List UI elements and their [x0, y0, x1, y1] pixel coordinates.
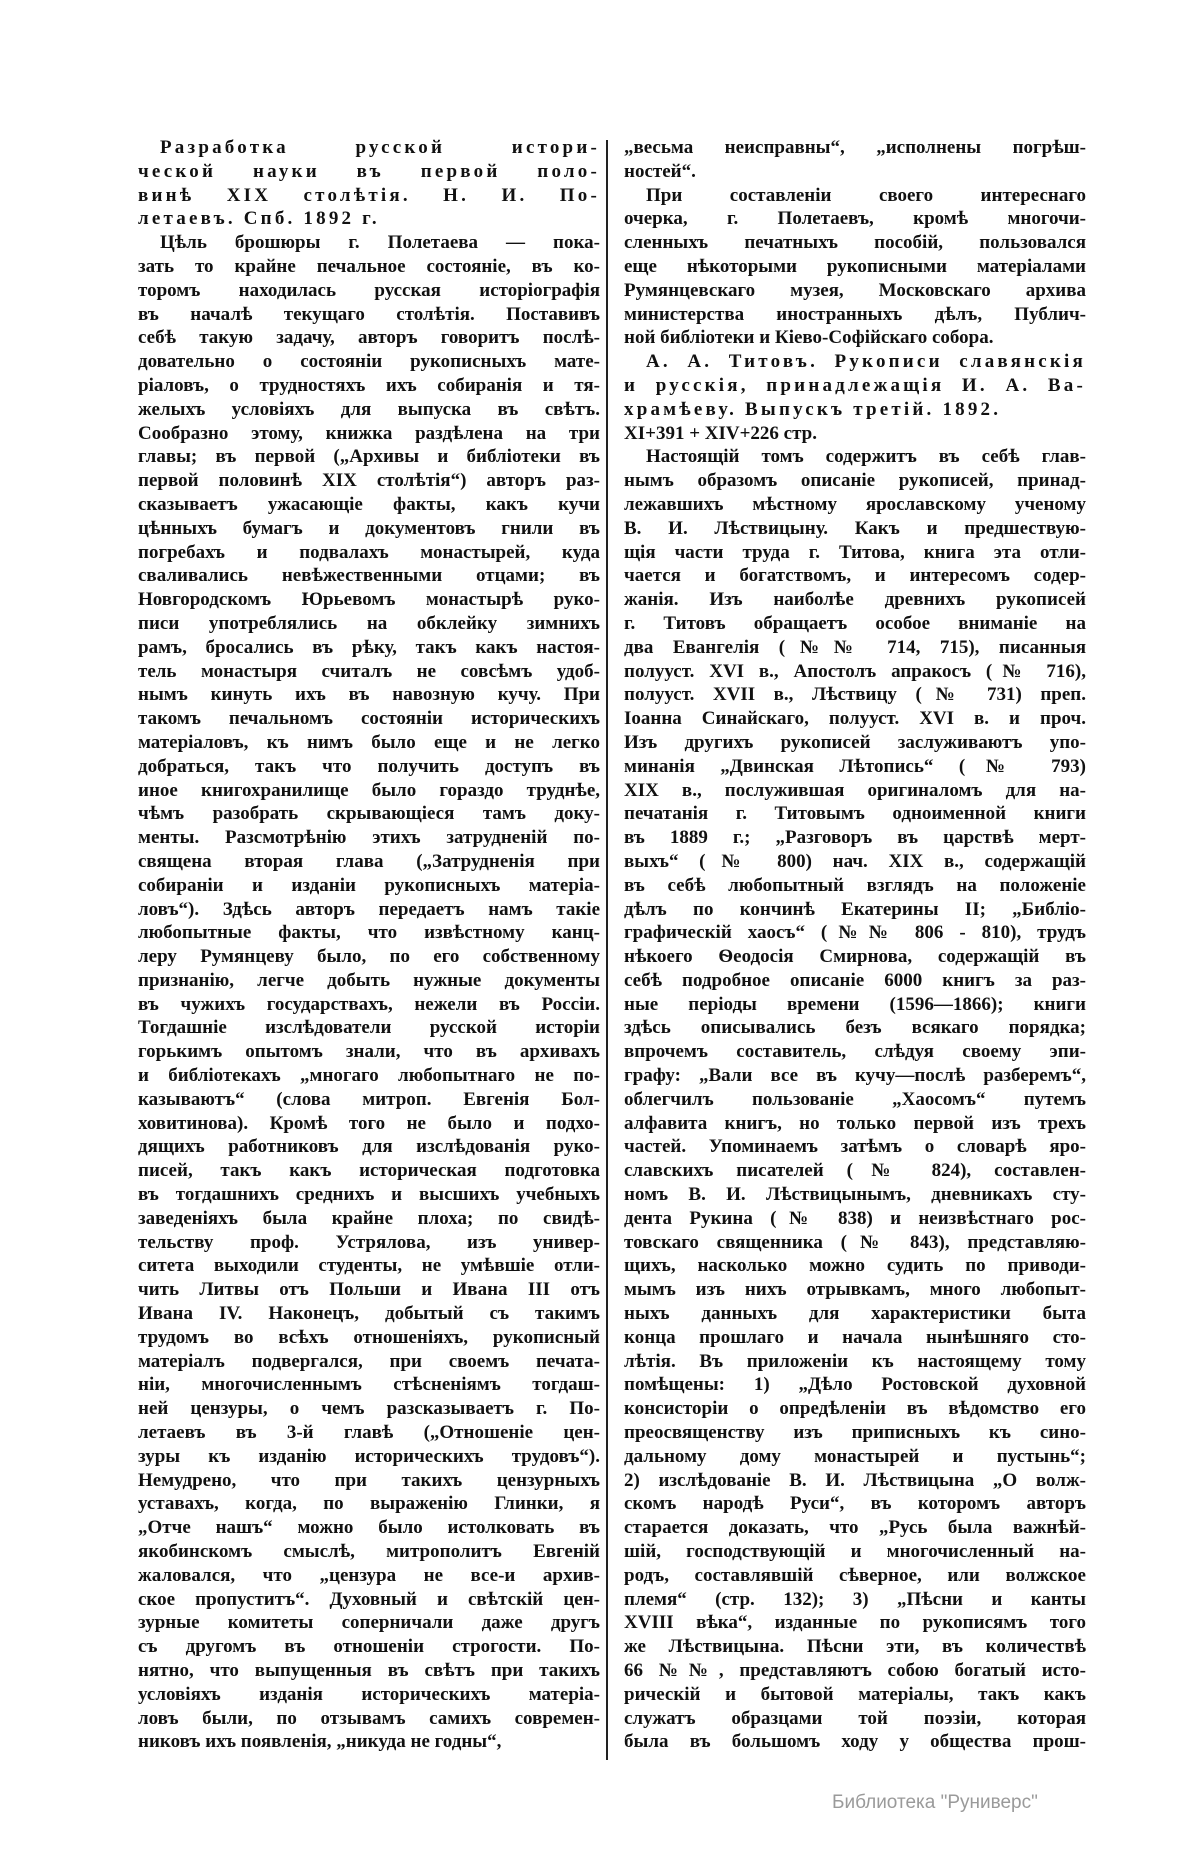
- text-line: якобинскомъ смыслѣ, митрополитъ Евгеній: [138, 1541, 600, 1563]
- text-line: ріаловъ, о трудностяхъ ихъ собиранія и тя-: [138, 374, 600, 396]
- text-line: выхъ“ (№ 800) нач. XIX в., содержащій: [624, 850, 1086, 872]
- text-line: При составленіи своего интереснаго: [646, 184, 1086, 206]
- text-line: ніи, многочисленнымъ стѣсненіямъ тогдаш-: [138, 1374, 600, 1396]
- text-line: тель монастыря считалъ не совсѣмъ удоб-: [138, 660, 600, 682]
- text-line: нымъ кинуть ихъ въ навозную кучу. При: [138, 684, 600, 706]
- text-line: ней цензуры, о чемъ разсказываетъ г. По-: [138, 1398, 600, 1420]
- text-line: Настоящій томъ содержитъ въ себѣ глав-: [646, 446, 1086, 468]
- text-line: дящихъ работниковъ для изслѣдованія руко-: [138, 1136, 600, 1158]
- text-line: графу: „Вали все въ кучу—послѣ разберемъ“,: [624, 1065, 1086, 1087]
- text-line: нѣкоего Ѳеодосія Смирнова, содержащій въ: [624, 946, 1086, 968]
- text-line: Тогдашніе изслѣдователи русской исторіи: [138, 1017, 600, 1039]
- text-line: никовъ ихъ появленія, „никуда не годны“,: [138, 1731, 502, 1753]
- text-line: чить Литвы отъ Польши и Ивана III отъ: [138, 1279, 600, 1301]
- text-line: печатанія г. Титовымъ одноименной книги: [624, 803, 1086, 825]
- text-line: съ другомъ въ отношеніи строгости. По-: [138, 1636, 600, 1658]
- text-line: ностей“.: [624, 160, 696, 182]
- text-line: рическій и бытовой матеріалы, такъ какъ: [624, 1683, 1086, 1705]
- text-line: полууст. XVII в., Лѣствицу (№ 731) преп.: [624, 684, 1086, 706]
- text-line: XI+391 + XIV+226 стр.: [624, 422, 817, 444]
- text-line: горькимъ опытомъ знали, что въ архивахъ: [138, 1041, 600, 1063]
- text-line: преосвященству изъ приписныхъ къ сино-: [624, 1422, 1086, 1444]
- text-line: частей. Упоминаемъ затѣмъ о словарѣ яро-: [624, 1136, 1086, 1158]
- library-watermark: Библиотека "Руниверс": [832, 1792, 1038, 1813]
- text-line: шій, господствующій и многочисленный на-: [624, 1541, 1086, 1563]
- text-line: „весьма неисправны“, „исполнены погрѣш-: [624, 137, 1086, 158]
- text-line: въ чужихъ государствахъ, нежели въ Россіи.: [138, 993, 600, 1015]
- text-line: два Евангелія (№№ 714, 715), писанныя: [624, 636, 1086, 658]
- text-line: ситета выходили студенты, не умѣвшіе отли-: [138, 1255, 600, 1277]
- text-line: ховитинова). Кромѣ того не было и подхо-: [138, 1112, 600, 1134]
- text-line: заведеніяхъ была крайне плоха; по свидѣ-: [138, 1207, 600, 1229]
- text-line: XIX в., послужившая оригиналомъ для на-: [624, 779, 1086, 801]
- text-line: алфавита книгъ, но только первой изъ трехъ: [624, 1112, 1086, 1134]
- text-line: писи употреблялись на обклейку зимнихъ: [138, 612, 600, 634]
- text-line: племя“ (стр. 132); 3) „Пѣсни и канты: [624, 1588, 1086, 1610]
- text-line: себѣ подробное описаніе 6000 книгъ за раз-: [624, 969, 1086, 991]
- text-line: помѣщены: 1) „Дѣло Ростовской духовной: [624, 1374, 1086, 1396]
- text-line: добраться, такъ что получить доступъ въ: [138, 755, 600, 777]
- text-line: менты. Разсмотрѣнію этихъ затрудненій по-: [138, 827, 600, 849]
- text-line: старается доказать, что „Русь была важнѣй-: [624, 1517, 1086, 1539]
- text-line: условіяхъ изданія историческихъ матеріа-: [138, 1683, 600, 1705]
- text-line: А. А. Титовъ. Рукописи славянскія: [646, 351, 1086, 373]
- text-line: полууст. XVI в., Апостолъ апракосъ (№ 716),: [624, 660, 1086, 682]
- text-line: Іоанна Синайскаго, полууст. XVI в. и проч.: [624, 708, 1086, 730]
- text-line: нымъ образомъ описаніе рукописей, принад-: [624, 470, 1086, 492]
- text-line: тельству проф. Устрялова, изъ универ-: [138, 1231, 600, 1253]
- text-line: летаевъ. Спб. 1892 г.: [138, 208, 380, 230]
- text-line: 66 №№, представляютъ собою богатый исто-: [624, 1660, 1086, 1681]
- text-line: мымъ изъ нихъ отрывкамъ, много любопыт-: [624, 1279, 1086, 1301]
- text-line: въ 1889 г.; „Разговоръ въ царствѣ мерт-: [624, 827, 1086, 849]
- text-line: номъ В. И. Лѣствицынымъ, дневникахъ сту-: [624, 1184, 1086, 1206]
- text-line: лежавшихъ мѣстному ярославскому ученому: [624, 493, 1086, 515]
- text-line: щихъ, насколько можно судить по приводи-: [624, 1255, 1086, 1277]
- text-line: ловъ“). Здѣсь авторъ передаетъ намъ такіе: [138, 898, 600, 920]
- right-column: [624, 136, 1086, 1754]
- text-line: родъ, составлявшій сѣверное, или волжское: [624, 1564, 1086, 1586]
- text-line: Разработка русской истори-: [160, 137, 600, 158]
- text-line: торомъ находилась русская исторіографія: [138, 279, 600, 301]
- text-line: признанію, легче добыть нужные документы: [138, 969, 600, 991]
- text-line: минанія „Двинская Лѣтопись“ (№ 793): [624, 755, 1086, 777]
- text-line: щія части труда г. Титова, книга эта отли-: [624, 541, 1086, 563]
- text-line: въ началѣ текущаго столѣтія. Поставивъ: [138, 303, 600, 325]
- text-line: желыхъ условіяхъ для выпуска въ свѣтъ.: [138, 398, 600, 420]
- text-line: Изъ другихъ рукописей заслуживаютъ упо-: [624, 731, 1086, 753]
- text-line: леру Румянцеву было, по его собственному: [138, 946, 600, 968]
- text-line: любопытные факты, что извѣстному канц-: [138, 922, 600, 944]
- text-line: трудомъ во всѣхъ отношеніяхъ, рукописный: [138, 1326, 600, 1348]
- text-line: себѣ такую задачу, авторъ говоритъ послѣ-: [138, 327, 600, 349]
- text-line: же Лѣствицына. Пѣсни эти, въ количествѣ: [624, 1636, 1086, 1658]
- text-line: была въ большомъ ходу у общества прош-: [624, 1731, 1086, 1753]
- text-line: Новгородскомъ Юрьевомъ монастырѣ руко-: [138, 589, 600, 611]
- text-line: товскаго священника (№ 843), представляю-: [624, 1231, 1086, 1253]
- text-line: нятно, что выпущенныя въ свѣтъ при такихъ: [138, 1660, 600, 1681]
- text-line: чается и богатствомъ, и интересомъ содер-: [624, 565, 1086, 587]
- text-line: служатъ образцами той поэзіи, которая: [624, 1707, 1086, 1729]
- text-line: конца прошлаго и начала нынѣшняго сто-: [624, 1326, 1086, 1348]
- text-line: казываютъ“ (слова митроп. Евгенія Бол-: [138, 1088, 600, 1110]
- text-line: ныхъ данныхъ для характеристики быта: [624, 1303, 1086, 1325]
- text-line: ные періоды времени (1596—1866); книги: [624, 993, 1086, 1015]
- text-line: дента Рукина (№ 838) и неизвѣстнаго рос-: [624, 1207, 1086, 1229]
- text-line: лѣтія. Въ приложеніи къ настоящему тому: [624, 1350, 1086, 1372]
- text-line: XVIII вѣка“, изданные по рукописямъ того: [624, 1612, 1086, 1634]
- text-line: зурные комитеты соперничали даже другъ: [138, 1612, 600, 1634]
- text-line: впрочемъ составитель, слѣдуя своему эпи-: [624, 1041, 1086, 1063]
- text-line: Румянцевскаго музея, Московскаго архива: [624, 279, 1086, 301]
- text-line: жаловался, что „цензура не все-и архив-: [138, 1564, 600, 1586]
- text-line: винѣ XIX столѣтія. Н. И. По-: [138, 184, 600, 206]
- text-line: довательно о состояніи рукописныхъ мате-: [138, 351, 600, 373]
- text-line: облегчилъ пользованіе „Хаосомъ“ путемъ: [624, 1088, 1086, 1110]
- text-line: иное книгохранилище было гораздо труднѣе,: [138, 779, 600, 801]
- text-line: въ себѣ любопытный взглядъ на положеніе: [624, 874, 1086, 896]
- text-line: Цѣль брошюры г. Полетаева — пока-: [160, 232, 600, 254]
- text-line: ной библіотеки и Кіево-Софійскаго собора.: [624, 327, 994, 349]
- text-line: 2) изслѣдованіе В. И. Лѣствицына „О волж-: [624, 1469, 1086, 1491]
- text-line: чѣмъ разобрать скрывающіеся тамъ доку-: [138, 803, 600, 825]
- left-column: [138, 136, 600, 1754]
- text-line: скомъ народѣ Руси“, въ которомъ авторъ: [624, 1493, 1086, 1515]
- text-line: ческой науки въ первой поло-: [138, 160, 600, 182]
- text-line: сленныхъ печатныхъ пособій, пользовался: [624, 232, 1086, 254]
- text-line: графическій хаосъ“ (№№ 806 - 810), трудъ: [624, 922, 1086, 944]
- text-line: консисторіи о опредѣленіи въ вѣдомство его: [624, 1398, 1086, 1420]
- text-line: цѣнныхъ бумагъ и документовъ гнили въ: [138, 517, 600, 539]
- text-line: матеріаловъ, къ нимъ было еще и не легко: [138, 731, 600, 753]
- text-line: писей, такъ какъ историческая подготовка: [138, 1160, 600, 1182]
- text-line: Сообразно этому, книжка раздѣлена на три: [138, 422, 600, 444]
- text-line: ловъ были, по отзывамъ самихъ современ-: [138, 1707, 600, 1729]
- text-line: дѣлъ по кончинѣ Екатерины II; „Библіо-: [624, 898, 1086, 920]
- text-line: и библіотекахъ „многаго любопытнаго не по-: [138, 1065, 600, 1087]
- text-line: зать то крайне печальное состояніе, въ ко-: [138, 255, 600, 277]
- text-line: дальному дому монастырей и пустынь“;: [624, 1445, 1086, 1467]
- text-line: В. И. Лѣствицыну. Какъ и предшествую-: [624, 517, 1086, 539]
- text-line: жанія. Изъ наиболѣе древнихъ рукописей: [624, 589, 1086, 611]
- text-line: славскихъ писателей (№ 824), составлен-: [624, 1160, 1086, 1182]
- text-line: сваливались невѣжественными отцами; въ: [138, 565, 600, 587]
- text-line: летаевъ въ 3-й главѣ („Отношеніе цен-: [138, 1422, 600, 1444]
- text-line: и русскія, принадлежащія И. А. Ва-: [624, 374, 1086, 396]
- text-line: уставахъ, когда, по выраженію Глинки, я: [138, 1493, 600, 1515]
- text-line: священа вторая глава („Затрудненія при: [138, 850, 600, 872]
- text-line: матеріалъ подвергался, при своемъ печата-: [138, 1350, 600, 1372]
- text-line: еще нѣкоторыми рукописными матеріалами: [624, 255, 1086, 277]
- text-line: въ тогдашнихъ среднихъ и высшихъ учебныхъ: [138, 1184, 600, 1206]
- text-line: погребахъ и подвалахъ монастырей, куда: [138, 541, 600, 563]
- column-divider: [606, 140, 608, 1760]
- text-line: главы; въ первой („Архивы и библіотеки въ: [138, 446, 600, 468]
- text-line: храмѣеву. Выпускъ третій. 1892.: [624, 398, 1002, 420]
- text-line: здѣсь описывались безъ всякаго порядка;: [624, 1017, 1086, 1039]
- text-line: „Отче нашъ“ можно было истолковать въ: [138, 1517, 600, 1539]
- text-line: зуры къ изданію историческихъ трудовъ“).: [138, 1445, 600, 1467]
- text-line: рамъ, бросались въ рѣку, такъ какъ настоя-: [138, 636, 600, 658]
- text-line: Немудрено, что при такихъ цензурныхъ: [138, 1469, 600, 1491]
- text-line: Ивана IV. Наконецъ, добытый съ такимъ: [138, 1303, 600, 1325]
- text-line: ское пропуститъ“. Духовный и свѣтскій цен-: [138, 1588, 600, 1610]
- text-line: такомъ печальномъ состояніи историческихъ: [138, 708, 600, 730]
- text-line: очерка, г. Полетаевъ, кромѣ многочи-: [624, 208, 1086, 230]
- text-line: первой половинѣ XIX столѣтія“) авторъ раз-: [138, 470, 600, 492]
- text-line: г. Титовъ обращаетъ особое вниманіе на: [624, 612, 1086, 634]
- text-line: собираніи и изданіи рукописныхъ матеріа-: [138, 874, 600, 896]
- text-line: министерства иностранныхъ дѣлъ, Публич-: [624, 303, 1086, 325]
- text-line: сказываетъ ужасающіе факты, какъ кучи: [138, 493, 600, 515]
